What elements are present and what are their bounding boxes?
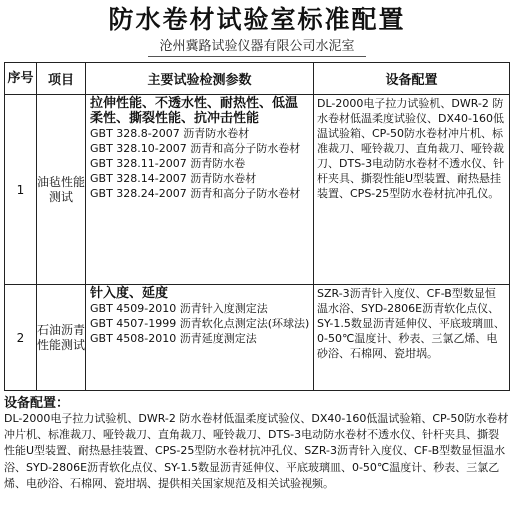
standard-line: GBT 4507-1999 沥青软化点测定法(环球法) [90,317,310,330]
standard-line: GBT 328.10-2007 沥青和高分子防水卷材 [90,142,301,155]
config-table [4,62,510,391]
row-equipment: SZR-3沥青针入度仪、CF-B型数显恒温水浴、SYD-2806E沥青软化点仪、SY-1.5数显沥青延伸仪、平底玻璃皿、0-50℃温度计、秒表、三氯乙烯、电砂浴、石棉网、瓷坩埚。 [314,285,510,391]
standard-line: GBT 4508-2010 沥青延度测定法 [90,332,257,345]
subtitle-underline [148,56,366,57]
column-header-equipment: 设备配置 [314,63,510,95]
row-params [86,285,314,391]
standard-line: GBT 328.8-2007 沥青防水卷材 [90,127,250,140]
column-header-no: 序号 [5,63,37,95]
row-params [86,95,314,285]
page-title: 防水卷材试验室标准配置 [108,5,406,34]
row-number: 1 [5,95,37,285]
company-subtitle: 沧州冀路试验仪器有限公司水泥室 [159,39,355,54]
summary-text: DL-2000电子拉力试验机、DWR-2 防水卷材低温柔度试验仪、DX40-160低温试验箱、CP-50防水卷材冲片机、标准裁刀、哑铃裁刀、直角裁刀、哑铃裁刀、DTS-3电动防水卷材不透水仪、针杆夹具、撕裂性能U型装置、耐热悬挂装置、CPS-25型防水卷材抗冲孔仪、SZR-3沥青针入度仪、CF-B型数显恒温水浴、SYD-2806E沥青软化点仪、SY-1.5数显沥青延伸仪、平底玻璃皿、0-50℃温度计、秒表、三氯乙烯、电砂浴、石棉网、瓷坩埚、提供相关国家规范及相关试验视频。 [4,412,509,490]
row-item: 石油沥青性能测试 [37,285,86,391]
column-header-item: 项目 [37,63,86,95]
standard-line: GBT 328.11-2007 沥青防水卷 [90,157,246,170]
standard-line: GBT 328.14-2007 沥青防水卷材 [90,172,257,185]
table-header-row [5,63,510,95]
params-lead: 拉伸性能、不透水性、耐热性、低温柔性、撕裂性能、抗冲击性能 [90,96,299,126]
table-row [5,95,510,285]
params-lead: 针入度、延度 [90,286,169,301]
table-row [5,285,510,391]
standard-line: GBT 4509-2010 沥青针入度测定法 [90,302,268,315]
equipment-summary [4,396,510,492]
row-number: 2 [5,285,37,391]
column-header-params: 主要试验检测参数 [86,63,314,95]
summary-label: 设备配置： [4,396,70,411]
standard-line: GBT 328.24-2007 沥青和高分子防水卷材 [90,187,301,200]
row-item: 油毡性能测试 [37,95,86,285]
row-equipment: DL-2000电子拉力试验机、DWR-2 防水卷材低温柔度试验仪、DX40-160低温试验箱、CP-50防水卷材冲片机、标准裁刀、哑铃裁刀、直角裁刀、哑铃裁刀、DTS-3电动防水卷材不透水仪、针杆夹具、撕裂性能U型装置、耐热悬挂装置、CPS-25型防水卷材抗冲孔仪。 [314,95,510,285]
